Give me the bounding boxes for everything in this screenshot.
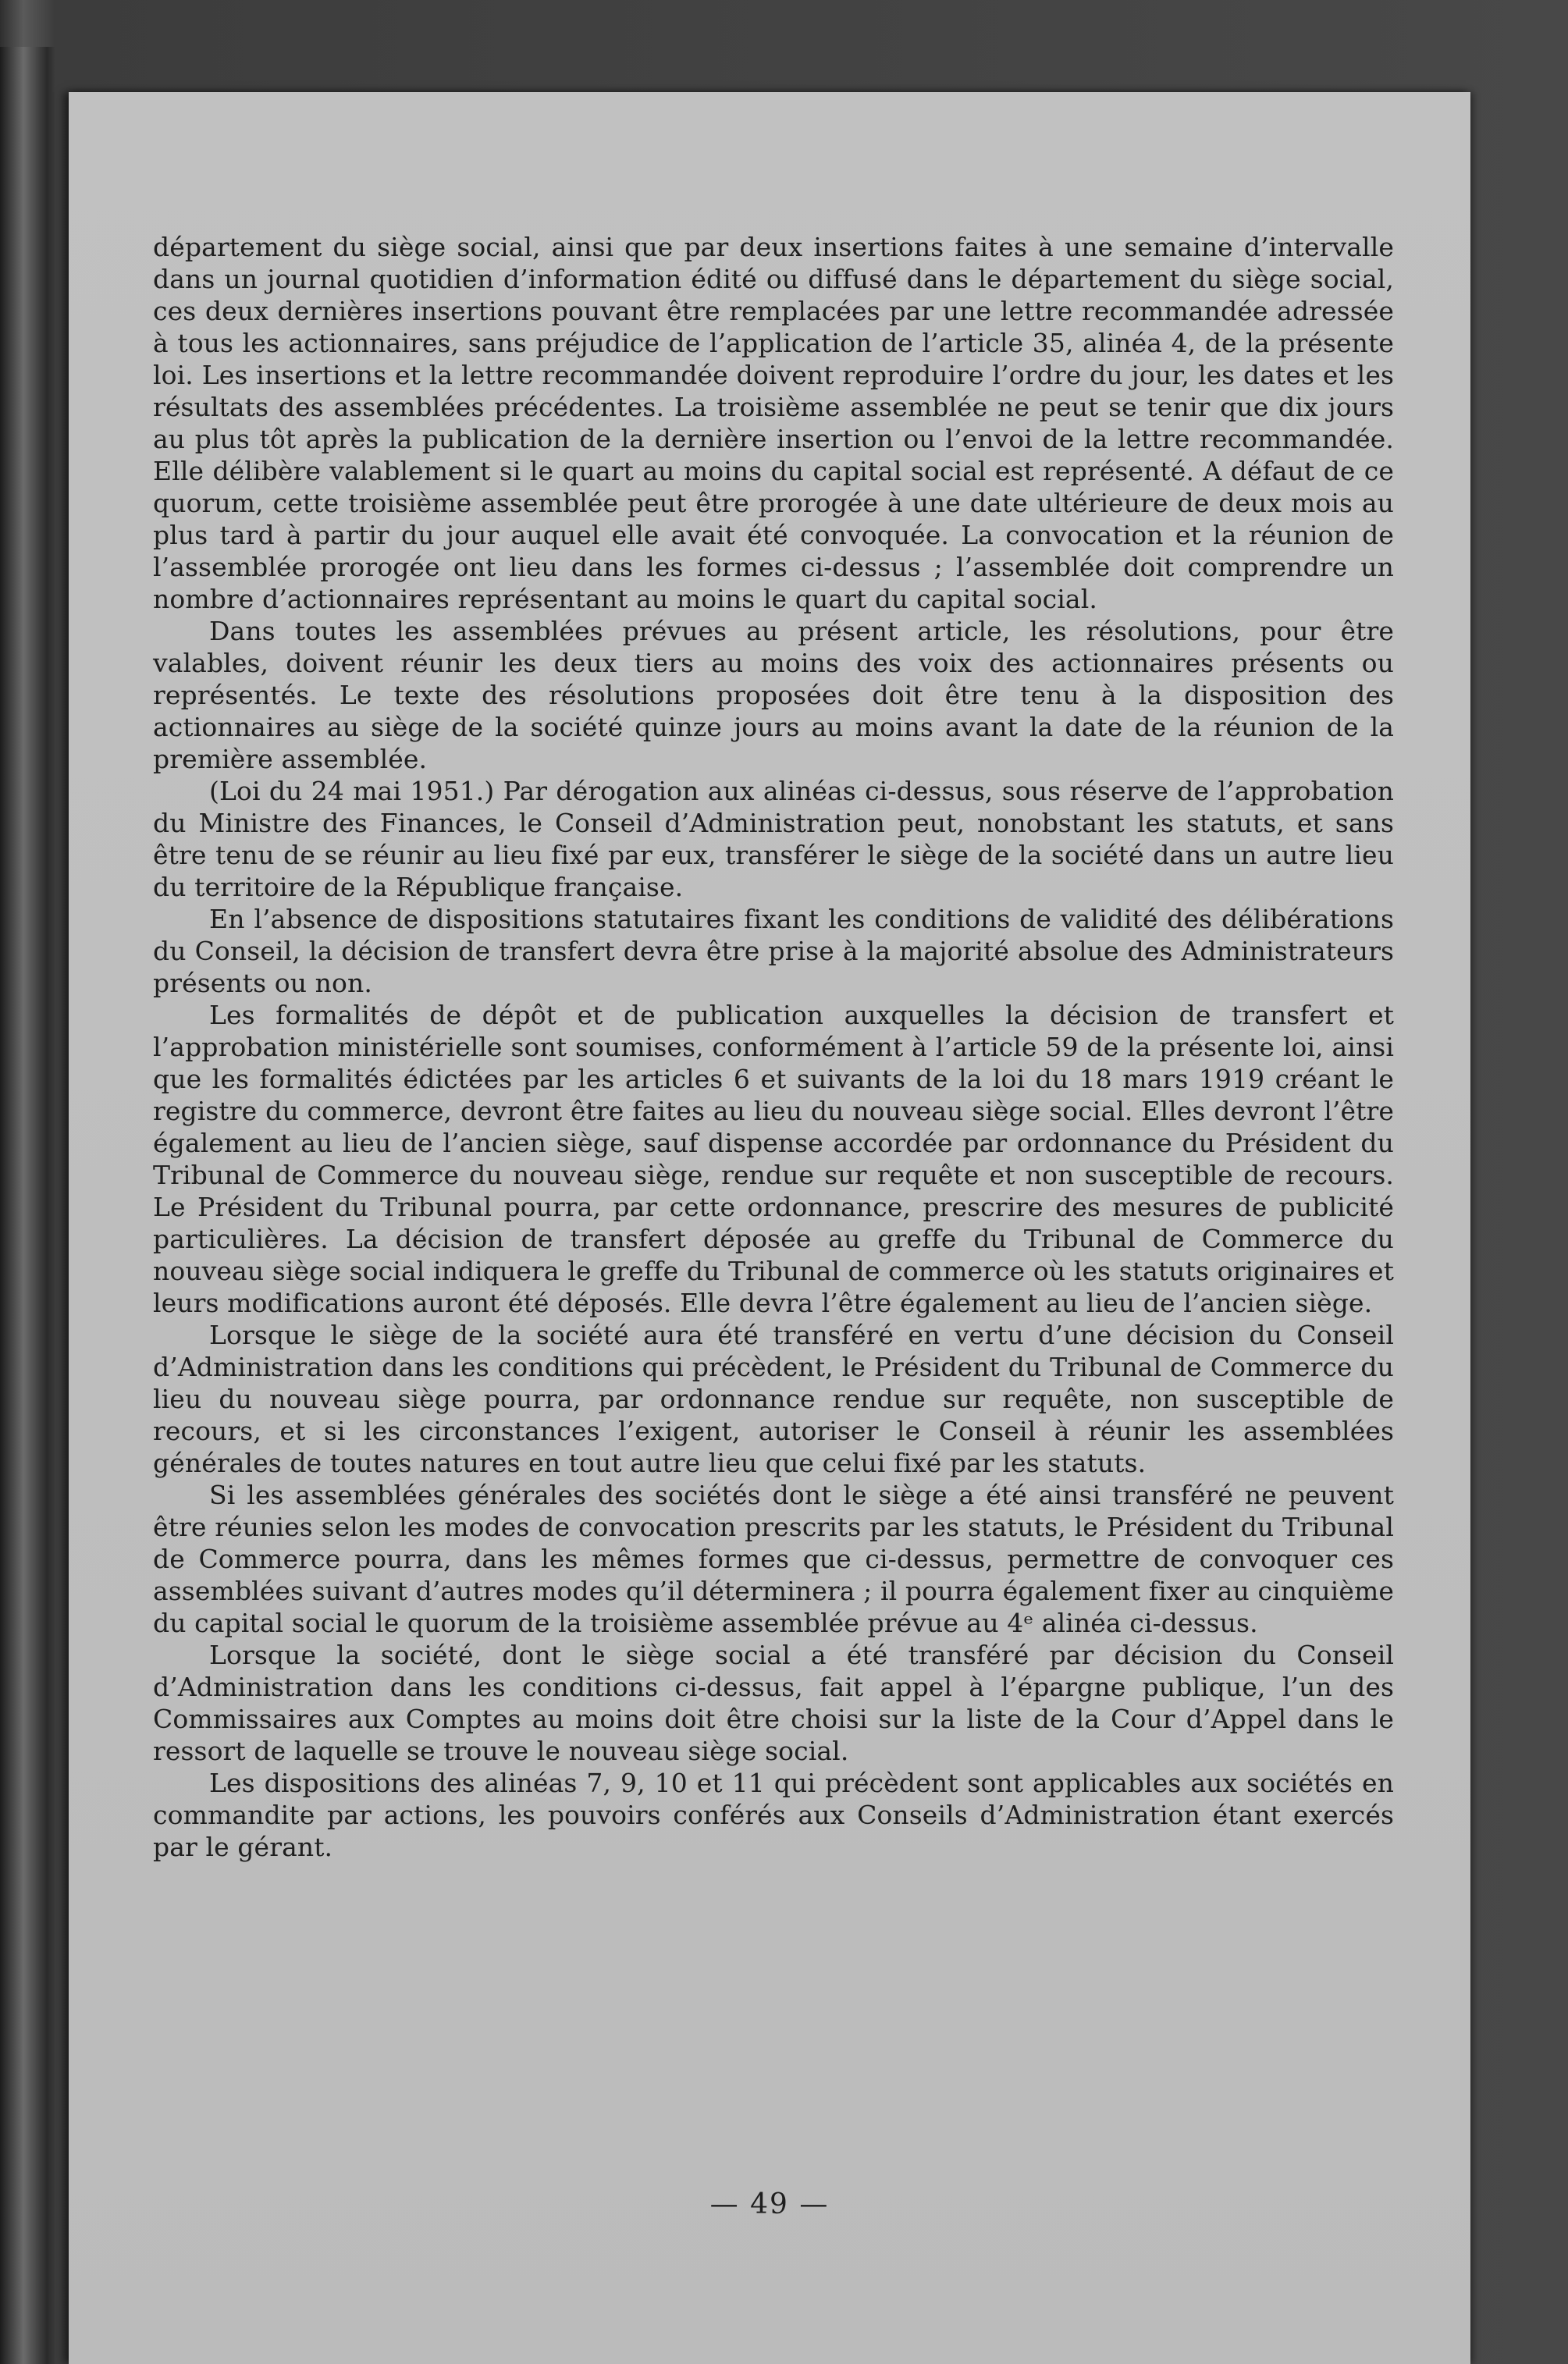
paragraph-commandite: Les dispositions des alinéas 7, 9, 10 et 11 qui précèdent sont applicables aux sociétés en commandite par actions, les pouvoirs conférés aux Conseils d’Administration étant exercés par le gérant. <box>153 1768 1394 1862</box>
paragraph-assemblees-generales: Si les assemblées générales des sociétés dont le siège a été ainsi transféré ne peuvent être réunies selon les modes de convocation prescrits par les statuts, le Président du Tribunal de Commerce pourra, dans les mêmes formes que ci-dessus, permettre de convoquer ces assemblées suivant d’autres modes qu’il déterminera ; il pourra également fixer au cinquième du capital social le quorum de la troisième assemblée prévue au 4ᵉ alinéa ci-dessus. <box>153 1480 1394 1638</box>
paragraph-resolutions: Dans toutes les assemblées prévues au présent article, les résolutions, pour être valables, doivent réunir les deux tiers au moins des voix des actionnaires présents ou représentés. Le texte des résolutions proposées doit être tenu à la disposition des actionnaires au siège de la société quinze jours au moins avant la date de la réunion de la première assemblée. <box>153 616 1394 774</box>
book-page <box>69 92 1470 2364</box>
paragraph-absence-dispositions: En l’absence de dispositions statutaires fixant les conditions de validité des délibérations du Conseil, la décision de transfert devra être prise à la majorité absolue des Administrateurs présents ou non. <box>153 904 1394 998</box>
paragraph-loi-1951: (Loi du 24 mai 1951.) Par dérogation aux alinéas ci-dessus, sous réserve de l’approbation du Ministre des Finances, le Conseil d’Administration peut, nonobstant les statuts, et sans être tenu de se réunir au lieu fixé par eux, transférer le siège de la société dans un autre lieu du territoire de la République française. <box>153 776 1394 902</box>
paragraph-formalites: Les formalités de dépôt et de publication auxquelles la décision de transfert et l’approbation ministérielle sont soumises, conformément à l’article 59 de la présente loi, ainsi que les formalités édictées par les articles 6 et suivants de la loi du 18 mars 1919 créant le registre du commerce, devront être faites au lieu du nouveau siège social. Elles devront l’être également au lieu de l’ancien siège, sauf dispense accordée par ordonnance du Président du Tribunal de Commerce du nouveau siège, rendue sur requête et non susceptible de recours. Le Président du Tribunal pourra, par cette ordonnance, prescrire des mesures de publicité particulières. La décision de transfert déposée au greffe du Tribunal de Commerce du nouveau siège social indiquera le greffe du Tribunal de commerce où les statuts originaires et leurs modifications auront été déposés. Elle devra l’être également au lieu de l’ancien siège. <box>153 1000 1394 1318</box>
paragraph-continued: département du siège social, ainsi que par deux insertions faites à une semaine d’intervalle dans un journal quotidien d’information édité ou diffusé dans le département du siège social, ces deux dernières insertions pouvant être remplacées par une lettre recommandée adressée à tous les actionnaires, sans préjudice de l’application de l’article 35, alinéa 4, de la présente loi. Les insertions et la lettre recommandée doivent reproduire l’ordre du jour, les dates et les résultats des assemblées précédentes. La troisième assemblée ne peut se tenir que dix jours au plus tôt après la publication de la dernière insertion ou l’envoi de la lettre recommandée. Elle délibère valablement si le quart au moins du capital social est représenté. A défaut de ce quorum, cette troisième assemblée peut être prorogée à une date ultérieure de deux mois au plus tard à partir du jour auquel elle avait été convoquée. La convocation et la réunion de l’assemblée prorogée ont lieu dans les formes ci-dessus ; l’assemblée doit comprendre un nombre d’actionnaires représentant au moins le quart du capital social. <box>153 232 1394 614</box>
body-text <box>153 231 1394 1863</box>
paragraph-epargne-publique: Lorsque la société, dont le siège social a été transféré par décision du Conseil d’Administration dans les conditions ci-dessus, fait appel à l’épargne publique, l’un des Commissaires aux Comptes au moins doit être choisi sur la liste de la Cour d’Appel dans le ressort de laquelle se trouve le nouveau siège social. <box>153 1640 1394 1766</box>
paragraph-siege-transfere: Lorsque le siège de la société aura été transféré en vertu d’une décision du Conseil d’Administration dans les conditions qui précèdent, le Président du Tribunal de Commerce du lieu du nouveau siège pourra, par ordonnance rendue sur requête, non susceptible de recours, et si les circonstances l’exigent, autoriser le Conseil à réunir les assemblées générales de toutes natures en tout autre lieu que celui fixé par les statuts. <box>153 1320 1394 1478</box>
book-spine-edge <box>0 47 55 2364</box>
page-number: — 49 — <box>709 2188 830 2220</box>
